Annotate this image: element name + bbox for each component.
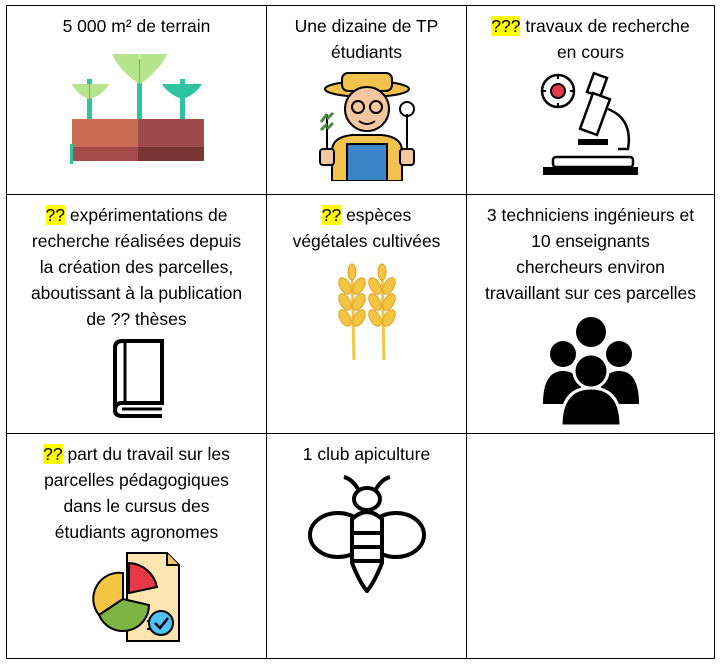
cell-tp-text-l1: Une dizaine de TP xyxy=(294,16,439,36)
table-row xyxy=(7,195,715,434)
cell-techniciens-text-l4: travaillant sur ces parcelles xyxy=(484,283,697,303)
info-table xyxy=(6,5,715,659)
pie-chart-report-icon xyxy=(89,551,184,643)
highlight-placeholder: ?? xyxy=(321,205,342,225)
cell-techniciens-text-l2: 10 enseignants xyxy=(531,231,650,251)
table-row xyxy=(7,6,715,195)
cell-part-text-l2: parcelles pédagogiques xyxy=(44,470,229,490)
highlight-placeholder: ?? xyxy=(43,444,63,464)
cell-recherche-text-l1: travaux de recherche xyxy=(520,16,690,36)
highlight-placeholder: ??? xyxy=(491,16,521,36)
microscope-icon xyxy=(538,69,643,177)
farmer-icon xyxy=(312,69,422,181)
cell-recherche-text-l2: en cours xyxy=(556,42,625,62)
cell-techniciens xyxy=(467,195,715,434)
highlight-placeholder: ?? xyxy=(45,205,65,225)
cell-part-text-l3: dans le cursus des xyxy=(63,496,210,516)
cell-techniciens-text-l1: 3 techniciens ingénieurs et xyxy=(486,205,695,225)
cell-especes-text-l2: végétales cultivées xyxy=(292,231,441,251)
cell-apiculture-text: 1 club apiculture xyxy=(302,444,431,464)
cell-recherche xyxy=(467,6,715,195)
cell-terrain xyxy=(7,6,267,195)
cell-experimentations-text-l4: aboutissant à la publication xyxy=(30,283,243,303)
cell-techniciens-text-l3: chercheurs environ xyxy=(516,257,665,277)
cell-experimentations-text-l5: de ?? thèses xyxy=(86,309,187,329)
cell-empty xyxy=(467,434,715,659)
cell-tp-text-l2: étudiants xyxy=(330,42,403,62)
cell-terrain-text: 5 000 m² de terrain xyxy=(62,16,211,36)
plants-soil-icon xyxy=(67,49,207,164)
cell-especes-text-l1: espèces xyxy=(341,205,412,225)
book-icon xyxy=(107,338,167,418)
cell-experimentations-text-l3: la création des parcelles, xyxy=(39,257,234,277)
bee-icon xyxy=(308,475,426,593)
cell-apiculture xyxy=(267,434,467,659)
table-row xyxy=(7,434,715,659)
team-icon xyxy=(541,316,641,426)
cell-experimentations-text-l1: expérimentations de xyxy=(65,205,228,225)
cell-tp xyxy=(267,6,467,195)
cell-especes xyxy=(267,195,467,434)
cell-experimentations xyxy=(7,195,267,434)
cell-part xyxy=(7,434,267,659)
cell-part-text-l1: part du travail sur les xyxy=(62,444,230,464)
cell-experimentations-text-l2: recherche réalisées depuis xyxy=(31,231,242,251)
cell-part-text-l4: étudiants agronomes xyxy=(54,522,219,542)
wheat-icon xyxy=(332,262,402,362)
